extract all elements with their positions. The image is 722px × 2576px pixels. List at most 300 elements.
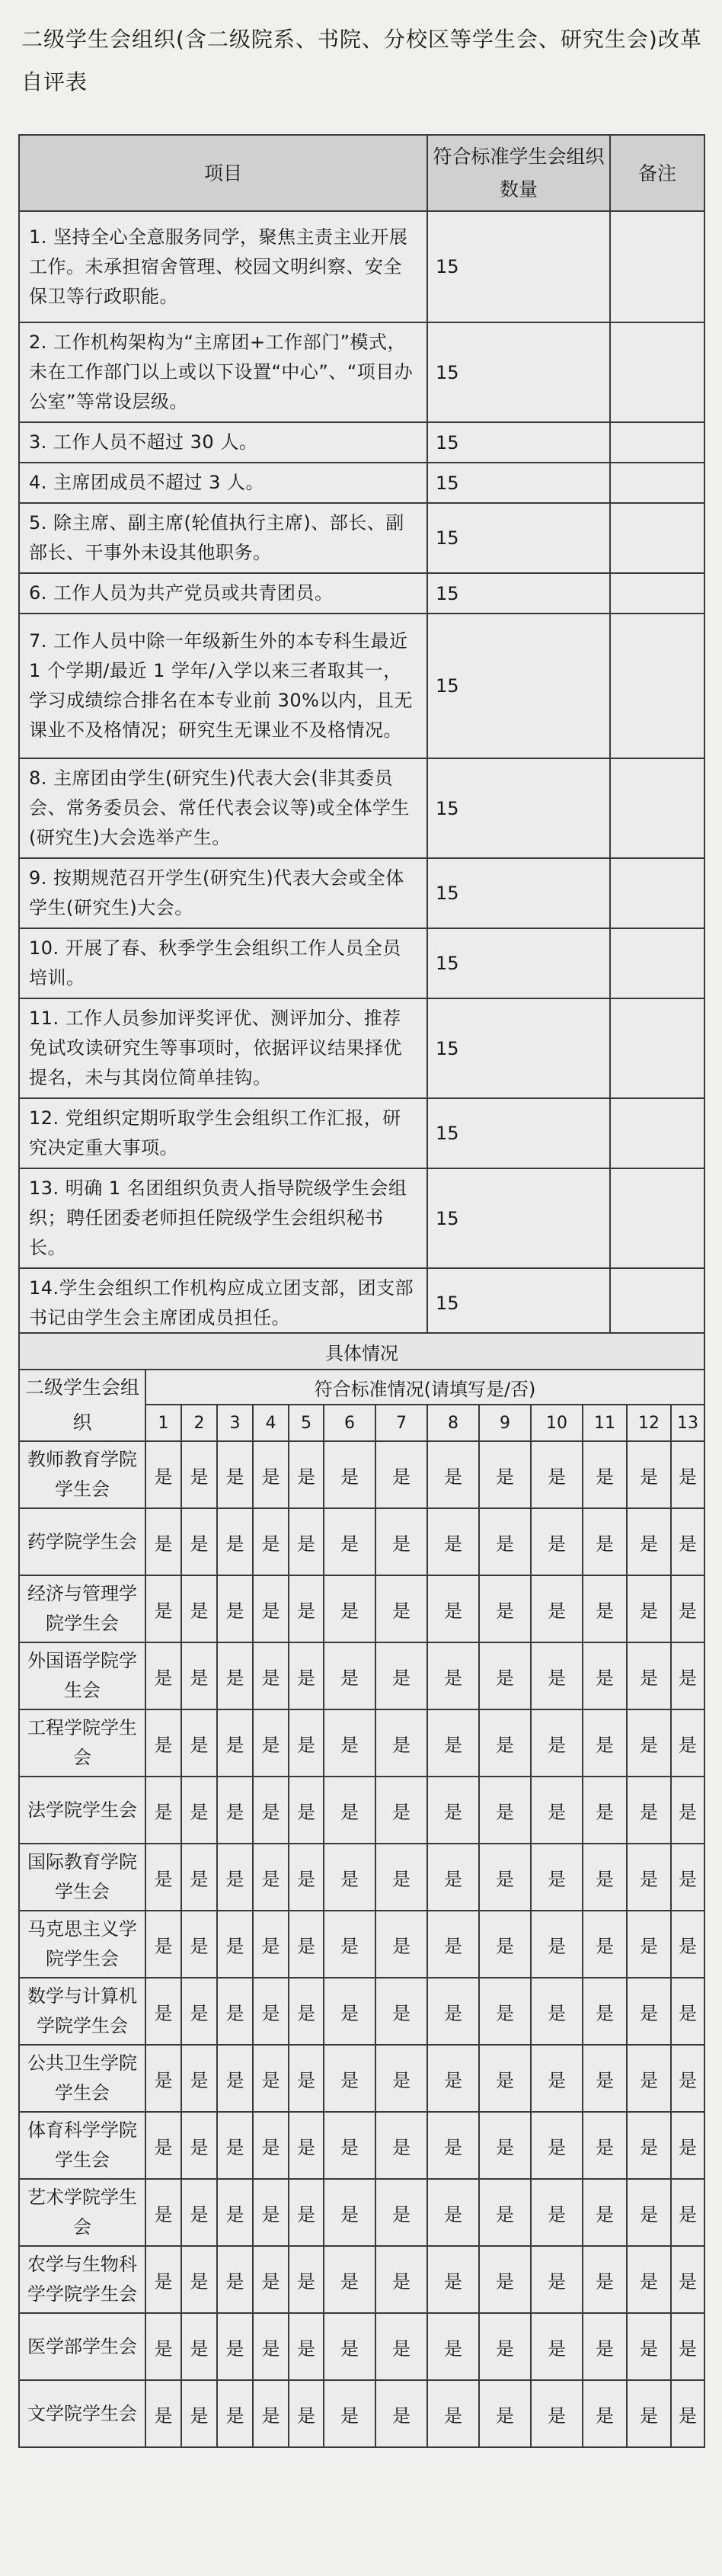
org-row bbox=[19, 2045, 704, 2112]
standard-value-cell: 是 bbox=[531, 1978, 583, 2045]
standard-value-cell: 是 bbox=[181, 2246, 217, 2313]
standard-value-cell: 是 bbox=[427, 2112, 479, 2179]
standard-value-cell: 是 bbox=[324, 1642, 375, 1709]
criteria-qty: 15 bbox=[427, 322, 610, 422]
criteria-item-text: 8. 主席团由学生(研究生)代表大会(非其委员会、常务委员会、常任代表会议等)或全体学生(研究生)大会选举产生。 bbox=[19, 758, 427, 858]
standard-value-cell: 是 bbox=[181, 1441, 217, 1508]
standard-value-cell: 是 bbox=[181, 1575, 217, 1642]
criteria-qty: 15 bbox=[427, 614, 610, 758]
standard-value-cell: 是 bbox=[253, 1709, 289, 1777]
standard-value-cell: 是 bbox=[217, 2179, 253, 2246]
standard-value-cell: 是 bbox=[289, 2112, 324, 2179]
criteria-item-text: 1. 坚持全心全意服务同学，聚焦主责主业开展工作。未承担宿舍管理、校园文明纠察、安全保卫等行政职能。 bbox=[19, 211, 427, 322]
org-name: 外国语学院学生会 bbox=[19, 1642, 145, 1709]
standard-value-cell: 是 bbox=[217, 1508, 253, 1575]
standard-value-cell: 是 bbox=[253, 2380, 289, 2447]
standard-value-cell: 是 bbox=[145, 1642, 181, 1709]
criteria-qty: 15 bbox=[427, 503, 610, 573]
standard-value-cell: 是 bbox=[479, 1777, 531, 1844]
standard-value-cell: 是 bbox=[181, 2380, 217, 2447]
standard-value-cell: 是 bbox=[217, 1911, 253, 1978]
standard-value-cell: 是 bbox=[479, 2313, 531, 2380]
standard-value-cell: 是 bbox=[671, 2313, 704, 2380]
standard-value-cell: 是 bbox=[671, 1978, 704, 2045]
org-row bbox=[19, 1441, 704, 1508]
standard-value-cell: 是 bbox=[627, 2179, 671, 2246]
standard-value-cell: 是 bbox=[253, 2045, 289, 2112]
standard-value-cell: 是 bbox=[289, 1575, 324, 1642]
standard-value-cell: 是 bbox=[324, 1508, 375, 1575]
standard-value-cell: 是 bbox=[253, 1575, 289, 1642]
criteria-qty: 15 bbox=[427, 758, 610, 858]
criteria-item-text: 4. 主席团成员不超过 3 人。 bbox=[19, 463, 427, 503]
standard-value-cell: 是 bbox=[427, 1709, 479, 1777]
standard-value-cell: 是 bbox=[289, 1777, 324, 1844]
standard-value-cell: 是 bbox=[217, 2045, 253, 2112]
criteria-row bbox=[19, 758, 704, 858]
standard-value-cell: 是 bbox=[583, 2380, 627, 2447]
standard-value-cell: 是 bbox=[289, 1508, 324, 1575]
criteria-remark bbox=[610, 858, 704, 928]
remark-column-header: 备注 bbox=[610, 135, 704, 211]
standard-number: 5 bbox=[289, 1405, 324, 1441]
criteria-row bbox=[19, 463, 704, 503]
standard-value-cell: 是 bbox=[531, 2380, 583, 2447]
standard-value-cell: 是 bbox=[145, 2179, 181, 2246]
standard-value-cell: 是 bbox=[427, 2246, 479, 2313]
standard-value-cell: 是 bbox=[375, 2380, 427, 2447]
standard-value-cell: 是 bbox=[324, 2380, 375, 2447]
standard-value-cell: 是 bbox=[479, 1441, 531, 1508]
standard-value-cell: 是 bbox=[427, 1575, 479, 1642]
criteria-remark bbox=[610, 614, 704, 758]
criteria-row bbox=[19, 614, 704, 758]
org-row bbox=[19, 1777, 704, 1844]
standard-value-cell: 是 bbox=[627, 2112, 671, 2179]
org-name: 国际教育学院学生会 bbox=[19, 1844, 145, 1911]
standard-value-cell: 是 bbox=[217, 1441, 253, 1508]
standard-column-header: 符合标准情况(请填写是/否) bbox=[145, 1370, 704, 1405]
standard-value-cell: 是 bbox=[479, 1508, 531, 1575]
standard-value-cell: 是 bbox=[479, 2045, 531, 2112]
standard-value-cell: 是 bbox=[531, 2246, 583, 2313]
org-row bbox=[19, 2380, 704, 2447]
standard-value-cell: 是 bbox=[531, 1575, 583, 1642]
standard-value-cell: 是 bbox=[217, 2246, 253, 2313]
standard-value-cell: 是 bbox=[671, 2045, 704, 2112]
criteria-item-text: 14.学生会组织工作机构应成立团支部，团支部书记由学生会主席团成员担任。 bbox=[19, 1268, 427, 1338]
standard-number: 6 bbox=[324, 1405, 375, 1441]
criteria-body bbox=[19, 211, 704, 1338]
criteria-remark bbox=[610, 573, 704, 614]
criteria-qty: 15 bbox=[427, 1168, 610, 1268]
standard-value-cell: 是 bbox=[145, 1508, 181, 1575]
standard-value-cell: 是 bbox=[145, 1777, 181, 1844]
standard-value-cell: 是 bbox=[531, 2313, 583, 2380]
standard-value-cell: 是 bbox=[253, 1642, 289, 1709]
standard-value-cell: 是 bbox=[145, 1978, 181, 2045]
standard-value-cell: 是 bbox=[671, 1777, 704, 1844]
standard-value-cell: 是 bbox=[479, 2179, 531, 2246]
criteria-remark bbox=[610, 463, 704, 503]
standard-value-cell: 是 bbox=[671, 2380, 704, 2447]
standard-value-cell: 是 bbox=[289, 1642, 324, 1709]
standard-value-cell: 是 bbox=[375, 2179, 427, 2246]
criteria-row bbox=[19, 998, 704, 1098]
standard-value-cell: 是 bbox=[375, 1709, 427, 1777]
standard-value-cell: 是 bbox=[289, 2246, 324, 2313]
org-row bbox=[19, 1575, 704, 1642]
standard-value-cell: 是 bbox=[375, 1642, 427, 1709]
standard-value-cell: 是 bbox=[181, 1642, 217, 1709]
standard-value-cell: 是 bbox=[427, 1911, 479, 1978]
criteria-qty: 15 bbox=[427, 422, 610, 463]
standard-value-cell: 是 bbox=[145, 2112, 181, 2179]
standard-number: 1 bbox=[145, 1405, 181, 1441]
standard-value-cell: 是 bbox=[181, 1844, 217, 1911]
standard-value-cell: 是 bbox=[583, 1441, 627, 1508]
page-title: 二级学生会组织(含二级院系、书院、分校区等学生会、研究生会)改革自评表 bbox=[21, 27, 702, 95]
standard-value-cell: 是 bbox=[375, 1575, 427, 1642]
standard-value-cell: 是 bbox=[427, 1844, 479, 1911]
standard-value-cell: 是 bbox=[427, 1978, 479, 2045]
org-row bbox=[19, 1978, 704, 2045]
standard-value-cell: 是 bbox=[479, 1911, 531, 1978]
org-name: 数学与计算机学院学生会 bbox=[19, 1978, 145, 2045]
criteria-remark bbox=[610, 928, 704, 998]
standard-value-cell: 是 bbox=[217, 1978, 253, 2045]
standard-value-cell: 是 bbox=[375, 2112, 427, 2179]
standard-value-cell: 是 bbox=[583, 1777, 627, 1844]
criteria-item-text: 13. 明确 1 名团组织负责人指导院级学生会组织；聘任团委老师担任院级学生会组织秘书长。 bbox=[19, 1168, 427, 1268]
standard-value-cell: 是 bbox=[671, 2179, 704, 2246]
standard-value-cell: 是 bbox=[324, 1441, 375, 1508]
org-row bbox=[19, 2246, 704, 2313]
standard-value-cell: 是 bbox=[627, 1508, 671, 1575]
standard-value-cell: 是 bbox=[145, 2045, 181, 2112]
standard-value-cell: 是 bbox=[375, 2246, 427, 2313]
standard-value-cell: 是 bbox=[671, 1508, 704, 1575]
standard-value-cell: 是 bbox=[253, 1441, 289, 1508]
org-row bbox=[19, 1709, 704, 1777]
org-name: 艺术学院学生会 bbox=[19, 2179, 145, 2246]
standard-value-cell: 是 bbox=[324, 2179, 375, 2246]
org-column-header: 二级学生会组织 bbox=[19, 1370, 145, 1441]
criteria-remark bbox=[610, 422, 704, 463]
standard-value-cell: 是 bbox=[289, 2179, 324, 2246]
standard-value-cell: 是 bbox=[324, 2045, 375, 2112]
standard-value-cell: 是 bbox=[671, 1709, 704, 1777]
standard-value-cell: 是 bbox=[531, 1709, 583, 1777]
standard-value-cell: 是 bbox=[583, 2112, 627, 2179]
org-name: 马克思主义学院学生会 bbox=[19, 1911, 145, 1978]
standard-value-cell: 是 bbox=[627, 1441, 671, 1508]
standard-value-cell: 是 bbox=[531, 2112, 583, 2179]
standard-value-cell: 是 bbox=[324, 1709, 375, 1777]
standard-number: 7 bbox=[375, 1405, 427, 1441]
standard-value-cell: 是 bbox=[375, 1978, 427, 2045]
standard-value-cell: 是 bbox=[627, 1911, 671, 1978]
criteria-remark bbox=[610, 1268, 704, 1338]
org-name: 体育科学学院学生会 bbox=[19, 2112, 145, 2179]
standard-value-cell: 是 bbox=[479, 2246, 531, 2313]
standard-value-cell: 是 bbox=[375, 2045, 427, 2112]
standard-value-cell: 是 bbox=[427, 2045, 479, 2112]
org-name: 药学院学生会 bbox=[19, 1508, 145, 1575]
standard-value-cell: 是 bbox=[375, 1441, 427, 1508]
standard-value-cell: 是 bbox=[324, 2246, 375, 2313]
standard-value-cell: 是 bbox=[253, 2313, 289, 2380]
standard-value-cell: 是 bbox=[583, 2045, 627, 2112]
standard-value-cell: 是 bbox=[583, 1508, 627, 1575]
standard-value-cell: 是 bbox=[479, 2112, 531, 2179]
criteria-header-row bbox=[19, 135, 704, 211]
standard-value-cell: 是 bbox=[289, 2045, 324, 2112]
standard-value-cell: 是 bbox=[289, 1709, 324, 1777]
standard-value-cell: 是 bbox=[427, 1441, 479, 1508]
standard-number: 8 bbox=[427, 1405, 479, 1441]
criteria-item-text: 10. 开展了春、秋季学生会组织工作人员全员培训。 bbox=[19, 928, 427, 998]
detail-table bbox=[18, 1332, 705, 2448]
detail-section-title: 具体情况 bbox=[19, 1333, 704, 1370]
standard-value-cell: 是 bbox=[583, 1709, 627, 1777]
standard-value-cell: 是 bbox=[627, 1978, 671, 2045]
standard-value-cell: 是 bbox=[324, 1978, 375, 2045]
detail-section-row bbox=[19, 1333, 704, 1370]
standard-value-cell: 是 bbox=[627, 2045, 671, 2112]
standard-number: 12 bbox=[627, 1405, 671, 1441]
standard-value-cell: 是 bbox=[427, 1777, 479, 1844]
org-name: 医学部学生会 bbox=[19, 2313, 145, 2380]
standard-value-cell: 是 bbox=[289, 1978, 324, 2045]
standard-number: 3 bbox=[217, 1405, 253, 1441]
org-name: 工程学院学生会 bbox=[19, 1709, 145, 1777]
criteria-qty: 15 bbox=[427, 858, 610, 928]
standard-value-cell: 是 bbox=[427, 2179, 479, 2246]
standard-number: 10 bbox=[531, 1405, 583, 1441]
criteria-item-text: 6. 工作人员为共产党员或共青团员。 bbox=[19, 573, 427, 614]
standard-value-cell: 是 bbox=[253, 2179, 289, 2246]
standard-value-cell: 是 bbox=[217, 1642, 253, 1709]
standard-value-cell: 是 bbox=[375, 1508, 427, 1575]
criteria-row bbox=[19, 1098, 704, 1168]
standard-value-cell: 是 bbox=[627, 2246, 671, 2313]
standard-value-cell: 是 bbox=[324, 1844, 375, 1911]
standard-value-cell: 是 bbox=[479, 1642, 531, 1709]
standard-value-cell: 是 bbox=[324, 1777, 375, 1844]
criteria-row bbox=[19, 928, 704, 998]
criteria-qty: 15 bbox=[427, 1098, 610, 1168]
standard-value-cell: 是 bbox=[181, 2179, 217, 2246]
criteria-row bbox=[19, 573, 704, 614]
criteria-row bbox=[19, 322, 704, 422]
criteria-qty: 15 bbox=[427, 1268, 610, 1338]
org-row bbox=[19, 1642, 704, 1709]
standard-value-cell: 是 bbox=[671, 1575, 704, 1642]
standard-value-cell: 是 bbox=[289, 2380, 324, 2447]
criteria-table bbox=[18, 134, 705, 1339]
criteria-item-text: 3. 工作人员不超过 30 人。 bbox=[19, 422, 427, 463]
qty-column-header: 符合标准学生会组织数量 bbox=[427, 135, 610, 211]
item-column-header: 项目 bbox=[19, 135, 427, 211]
standard-value-cell: 是 bbox=[671, 2112, 704, 2179]
standard-value-cell: 是 bbox=[253, 2112, 289, 2179]
standard-value-cell: 是 bbox=[181, 2045, 217, 2112]
standard-value-cell: 是 bbox=[479, 1575, 531, 1642]
standard-value-cell: 是 bbox=[324, 1575, 375, 1642]
standard-value-cell: 是 bbox=[145, 2380, 181, 2447]
standard-value-cell: 是 bbox=[375, 2313, 427, 2380]
standard-value-cell: 是 bbox=[253, 1911, 289, 1978]
criteria-item-text: 5. 除主席、副主席(轮值执行主席)、部长、副部长、干事外未设其他职务。 bbox=[19, 503, 427, 573]
standard-value-cell: 是 bbox=[627, 1709, 671, 1777]
standard-value-cell: 是 bbox=[324, 1911, 375, 1978]
criteria-row bbox=[19, 1268, 704, 1338]
standard-value-cell: 是 bbox=[181, 1508, 217, 1575]
criteria-remark bbox=[610, 211, 704, 322]
standard-value-cell: 是 bbox=[217, 1844, 253, 1911]
criteria-row bbox=[19, 858, 704, 928]
standard-value-cell: 是 bbox=[217, 2380, 253, 2447]
criteria-qty: 15 bbox=[427, 463, 610, 503]
criteria-qty: 15 bbox=[427, 573, 610, 614]
standard-value-cell: 是 bbox=[479, 1844, 531, 1911]
standard-value-cell: 是 bbox=[531, 2179, 583, 2246]
standard-value-cell: 是 bbox=[217, 1709, 253, 1777]
org-name: 农学与生物科学学院学生会 bbox=[19, 2246, 145, 2313]
standard-value-cell: 是 bbox=[289, 1844, 324, 1911]
standard-value-cell: 是 bbox=[253, 1978, 289, 2045]
standard-value-cell: 是 bbox=[531, 2045, 583, 2112]
standard-value-cell: 是 bbox=[289, 1441, 324, 1508]
criteria-item-text: 9. 按期规范召开学生(研究生)代表大会或全体学生(研究生)大会。 bbox=[19, 858, 427, 928]
org-row bbox=[19, 2112, 704, 2179]
standard-value-cell: 是 bbox=[181, 1709, 217, 1777]
standard-value-cell: 是 bbox=[627, 1642, 671, 1709]
criteria-remark bbox=[610, 998, 704, 1098]
criteria-remark bbox=[610, 1168, 704, 1268]
standard-value-cell: 是 bbox=[181, 1911, 217, 1978]
standard-value-cell: 是 bbox=[531, 1642, 583, 1709]
standard-value-cell: 是 bbox=[427, 2313, 479, 2380]
standard-value-cell: 是 bbox=[531, 1911, 583, 1978]
standard-value-cell: 是 bbox=[531, 1508, 583, 1575]
standard-value-cell: 是 bbox=[671, 1441, 704, 1508]
standard-value-cell: 是 bbox=[324, 2112, 375, 2179]
standard-value-cell: 是 bbox=[583, 1978, 627, 2045]
standard-value-cell: 是 bbox=[531, 1777, 583, 1844]
standard-value-cell: 是 bbox=[217, 2112, 253, 2179]
standard-value-cell: 是 bbox=[671, 2246, 704, 2313]
standard-value-cell: 是 bbox=[375, 1911, 427, 1978]
standard-value-cell: 是 bbox=[583, 2313, 627, 2380]
org-name: 法学院学生会 bbox=[19, 1777, 145, 1844]
standard-number: 4 bbox=[253, 1405, 289, 1441]
criteria-row bbox=[19, 503, 704, 573]
criteria-row bbox=[19, 211, 704, 322]
standard-value-cell: 是 bbox=[289, 1911, 324, 1978]
standard-value-cell: 是 bbox=[289, 2313, 324, 2380]
standard-value-cell: 是 bbox=[583, 2246, 627, 2313]
criteria-remark bbox=[610, 758, 704, 858]
criteria-item-text: 2. 工作机构架构为“主席团+工作部门”模式，未在工作部门以上或以下设置“中心”、“项目办公室”等常设层级。 bbox=[19, 322, 427, 422]
standard-value-cell: 是 bbox=[671, 1911, 704, 1978]
standard-value-cell: 是 bbox=[145, 1844, 181, 1911]
standard-value-cell: 是 bbox=[427, 1642, 479, 1709]
detail-body bbox=[19, 1333, 704, 2447]
standard-value-cell: 是 bbox=[671, 1844, 704, 1911]
standard-value-cell: 是 bbox=[479, 1978, 531, 2045]
org-name: 经济与管理学院学生会 bbox=[19, 1575, 145, 1642]
org-row bbox=[19, 1508, 704, 1575]
standard-value-cell: 是 bbox=[627, 1575, 671, 1642]
org-name: 文学院学生会 bbox=[19, 2380, 145, 2447]
criteria-qty: 15 bbox=[427, 928, 610, 998]
detail-header-row bbox=[19, 1370, 704, 1405]
standard-value-cell: 是 bbox=[479, 2380, 531, 2447]
standard-number: 9 bbox=[479, 1405, 531, 1441]
criteria-item-text: 7. 工作人员中除一年级新生外的本专科生最近 1 个学期/最近 1 学年/入学以来三者取其一，学习成绩综合排名在本专业前 30%以内，且无课业不及格情况；研究生无课业不及格情况。 bbox=[19, 614, 427, 758]
criteria-row bbox=[19, 422, 704, 463]
standard-value-cell: 是 bbox=[145, 1441, 181, 1508]
org-row bbox=[19, 1911, 704, 1978]
standard-value-cell: 是 bbox=[583, 1911, 627, 1978]
standard-value-cell: 是 bbox=[583, 2179, 627, 2246]
standard-value-cell: 是 bbox=[253, 1844, 289, 1911]
standard-value-cell: 是 bbox=[583, 1575, 627, 1642]
standard-value-cell: 是 bbox=[627, 2313, 671, 2380]
standard-value-cell: 是 bbox=[583, 1844, 627, 1911]
standard-value-cell: 是 bbox=[427, 2380, 479, 2447]
criteria-remark bbox=[610, 1098, 704, 1168]
standard-value-cell: 是 bbox=[427, 1508, 479, 1575]
standard-value-cell: 是 bbox=[181, 1777, 217, 1844]
standard-value-cell: 是 bbox=[531, 1844, 583, 1911]
org-row bbox=[19, 2313, 704, 2380]
criteria-row bbox=[19, 1168, 704, 1268]
standard-value-cell: 是 bbox=[145, 2246, 181, 2313]
standard-value-cell: 是 bbox=[253, 1777, 289, 1844]
criteria-qty: 15 bbox=[427, 998, 610, 1098]
standard-number: 13 bbox=[671, 1405, 704, 1441]
criteria-qty: 15 bbox=[427, 211, 610, 322]
standard-value-cell: 是 bbox=[253, 1508, 289, 1575]
standard-value-cell: 是 bbox=[375, 1844, 427, 1911]
standard-value-cell: 是 bbox=[531, 1441, 583, 1508]
standard-value-cell: 是 bbox=[217, 1575, 253, 1642]
standard-number: 11 bbox=[583, 1405, 627, 1441]
standard-value-cell: 是 bbox=[145, 2313, 181, 2380]
standard-value-cell: 是 bbox=[627, 2380, 671, 2447]
standard-value-cell: 是 bbox=[583, 1642, 627, 1709]
org-name: 公共卫生学院学生会 bbox=[19, 2045, 145, 2112]
standard-value-cell: 是 bbox=[145, 1575, 181, 1642]
standard-value-cell: 是 bbox=[145, 1709, 181, 1777]
criteria-remark bbox=[610, 322, 704, 422]
criteria-item-text: 11. 工作人员参加评奖评优、测评加分、推荐免试攻读研究生等事项时，依据评议结果择优提名，未与其岗位简单挂钩。 bbox=[19, 998, 427, 1098]
criteria-remark bbox=[610, 503, 704, 573]
standard-value-cell: 是 bbox=[375, 1777, 427, 1844]
standard-value-cell: 是 bbox=[479, 1709, 531, 1777]
org-row bbox=[19, 2179, 704, 2246]
standard-value-cell: 是 bbox=[181, 1978, 217, 2045]
standard-number: 2 bbox=[181, 1405, 217, 1441]
standard-value-cell: 是 bbox=[627, 1844, 671, 1911]
org-name: 教师教育学院学生会 bbox=[19, 1441, 145, 1508]
standard-value-cell: 是 bbox=[181, 2112, 217, 2179]
standard-value-cell: 是 bbox=[217, 2313, 253, 2380]
standard-value-cell: 是 bbox=[253, 2246, 289, 2313]
